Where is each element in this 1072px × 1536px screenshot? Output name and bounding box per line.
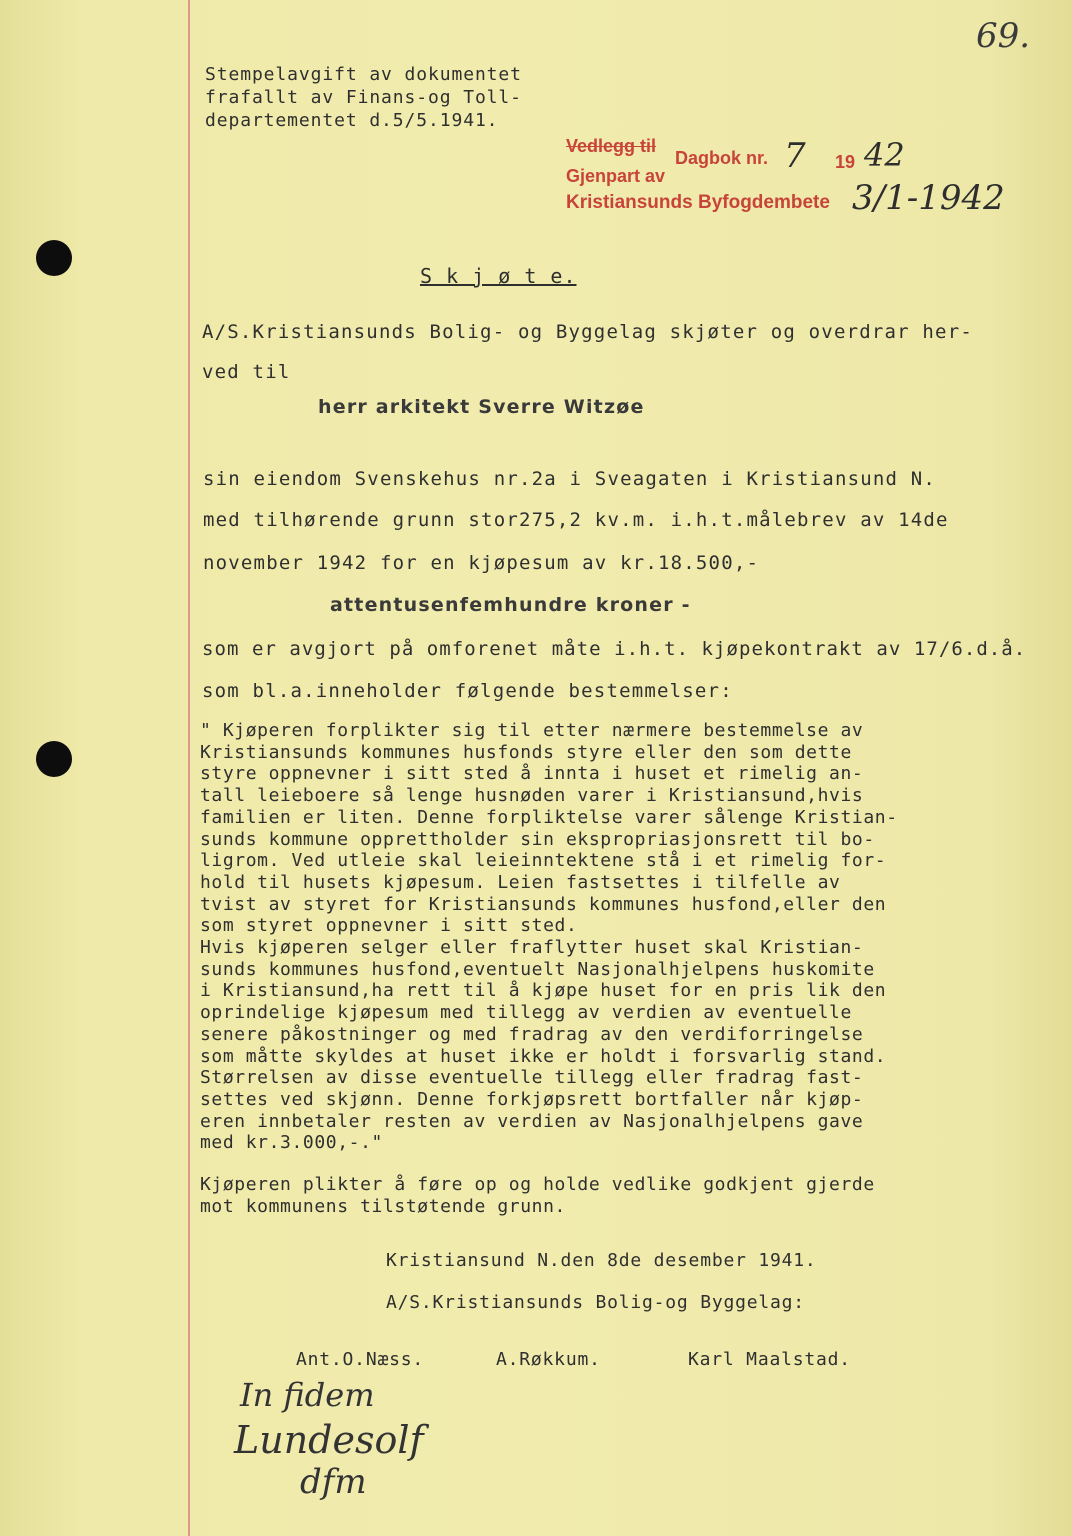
clause-line: sunds kommunes husfond,eventuelt Nasjonalhjelpens huskomite (200, 958, 875, 980)
signature-line: dfm (300, 1462, 367, 1502)
signatory: Ant.O.Næss. (296, 1349, 425, 1370)
quoted-clause (200, 720, 898, 1154)
year-suffix: 42 (864, 136, 905, 174)
stamp-duty-line: frafallt av Finans-og Toll- (205, 87, 522, 108)
recipient: herr arkitekt Sverre Witzøe (318, 396, 645, 418)
clause-line: i Kristiansund,ha rett til å kjøpe huset for en pris lik den (200, 980, 887, 1002)
punch-hole-top (36, 240, 72, 276)
dagbok-number: 7 (784, 136, 806, 176)
clause-line: oprindelige kjøpesum med tillegg av verdien av eventuelle (200, 1002, 852, 1024)
stamp-duty-line: Stempelavgift av dokumentet (205, 64, 522, 85)
property-line: november 1942 for en kjøpesum av kr.18.500,- (203, 552, 760, 574)
page-number: 69. (976, 16, 1031, 56)
company-signature-line: A/S.Kristiansunds Bolig-og Byggelag: (386, 1292, 805, 1313)
signature-line: Lundesolf (234, 1418, 424, 1462)
agreement-line: som er avgjort på omforenet måte i.h.t. kjøpekontrakt av 17/6.d.å. (202, 638, 1027, 660)
copy-label: Gjenpart av (566, 166, 666, 186)
signatory: A.Røkkum. (496, 1349, 601, 1370)
clause-line: Kjøperen plikter å føre op og holde vedlike godkjent gjerde (200, 1174, 875, 1195)
opening-line: A/S.Kristiansunds Bolig- og Byggelag skjøter og overdrar her- (202, 321, 973, 343)
clause-line: som måtte skyldes at huset ikke er holdt i forsvarlig stand. (200, 1045, 887, 1067)
agreement-line: som bl.a.inneholder følgende bestemmelser: (202, 680, 733, 702)
clause-line: sunds kommune opprettholder sin ekspropriasjonsrett til bo- (200, 828, 875, 850)
signature-line: In fidem (240, 1376, 375, 1414)
clause-line: mot kommunens tilstøtende grunn. (200, 1195, 566, 1217)
place-date: Kristiansund N.den 8de desember 1941. (386, 1250, 817, 1271)
clause-line: styre oppnevner i sitt sted å innta i huset et rimelig an- (200, 763, 864, 785)
clause-line: senere påkostninger og med fradrag av den verdiforringelse (200, 1023, 864, 1045)
office-name: Kristiansunds Byfogdembete (566, 192, 830, 213)
clause-line: " Kjøperen forplikter sig til etter nærmere bestemmelse av (200, 720, 864, 741)
clause-line: Kristiansunds kommunes husfonds styre eller den som dette (200, 741, 852, 763)
property-line: sin eiendom Svenskehus nr.2a i Sveagaten i Kristiansund N. (203, 468, 937, 490)
dagbok-label: Dagbok nr. (675, 148, 769, 168)
clause-line: familien er liten. Denne forpliktelse varer sålenge Kristian- (200, 806, 898, 828)
left-margin-rule (188, 0, 190, 1536)
document-title: S k j ø t e. (420, 264, 577, 288)
stamp-date: 3/1-1942 (852, 178, 1005, 218)
property-line: med tilhørende grunn stor275,2 kv.m. i.h.t.målebrev av 14de (203, 509, 949, 531)
clause-line: tall leieboere så lenge husnøden varer i Kristiansund,hvis (200, 785, 864, 807)
signatory: Karl Maalstad. (688, 1349, 851, 1370)
year-prefix: 19 (835, 152, 856, 172)
clause-line: som styret oppnevner i sitt sted. (200, 915, 578, 937)
clause-line: settes ved skjønn. Denne forkjøpsrett bortfaller når kjøp- (200, 1088, 864, 1110)
stamp-duty-line: departementet d.5/5.1941. (205, 110, 499, 131)
clause-line: Hvis kjøperen selger eller fraflytter huset skal Kristian- (200, 937, 864, 959)
fence-clause (200, 1174, 875, 1217)
clause-line: Størrelsen av disse eventuelle tillegg eller fradrag fast- (200, 1067, 864, 1089)
struck-label: Vedlegg til (566, 136, 657, 156)
clause-line: eren innbetaler resten av verdien av Nasjonalhjelpens gave (200, 1110, 864, 1132)
punch-hole-bottom (36, 741, 72, 777)
opening-line: ved til (202, 361, 291, 383)
clause-line: tvist av styret for Kristiansunds kommunes husfond,eller den (200, 893, 887, 915)
clause-line: med kr.3.000,-." (200, 1132, 383, 1154)
clause-line: hold til husets kjøpesum. Leien fastsettes i tilfelle av (200, 871, 841, 893)
clause-line: ligrom. Ved utleie skal leieinntektene stå i et rimelig for- (200, 850, 887, 872)
amount-in-words: attentusenfemhundre kroner - (330, 594, 691, 616)
